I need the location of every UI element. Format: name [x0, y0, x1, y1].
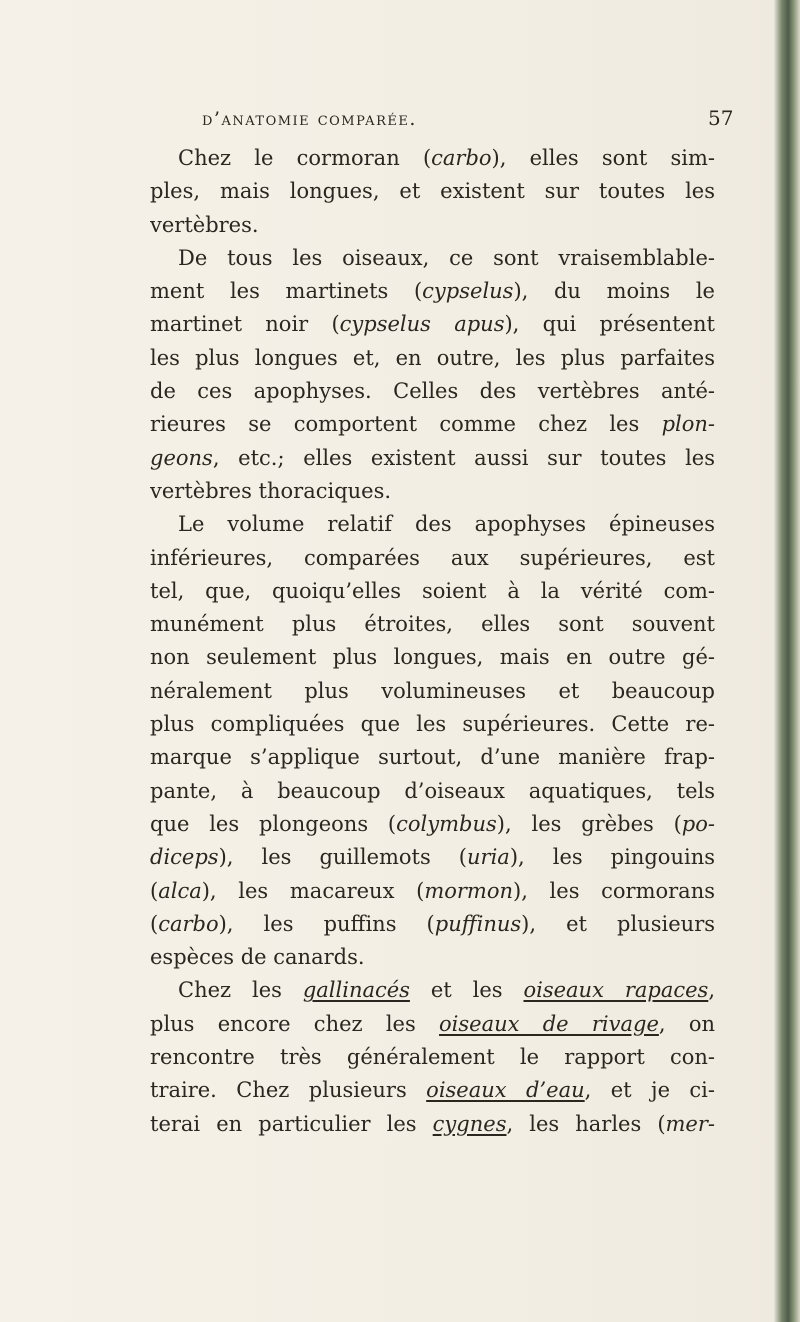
text-line [150, 608, 715, 641]
text-segment: , et je ci- [584, 1078, 715, 1103]
body-text [150, 142, 715, 1141]
text-line [150, 841, 715, 874]
text-segment: marque s’applique surtout, d’une manière frap- [150, 745, 715, 770]
page-edge-strip [774, 0, 800, 1322]
text-segment: ), et plusieurs [521, 911, 715, 936]
text-line [150, 308, 715, 341]
text-line [150, 1008, 715, 1041]
text-segment: rieures se comportent comme chez les [150, 412, 662, 437]
latin-term: colymbus [396, 811, 497, 836]
text-line [150, 442, 715, 475]
text-line [150, 1074, 715, 1107]
text-segment: , etc.; elles existent aussi sur toutes les [212, 445, 715, 470]
latin-term: cygnes [432, 1111, 507, 1136]
text-line [150, 175, 715, 208]
text-segment: et les [409, 978, 524, 1003]
text-segment: rencontre très généralement le rapport con- [150, 1045, 715, 1070]
text-line [150, 1108, 715, 1141]
text-line [150, 542, 715, 575]
latin-term: oiseaux de rivage [439, 1011, 659, 1036]
text-segment: plus compliquées que les supérieures. Cette re- [150, 712, 715, 737]
text-line [150, 242, 715, 275]
text-segment: terai en particulier les [150, 1111, 433, 1136]
latin-term: alca [158, 878, 202, 903]
latin-term: cypselus [422, 279, 514, 304]
text-segment: ), les pingouins [509, 845, 715, 870]
text-line [150, 708, 715, 741]
text-segment: ), les grèbes ( [496, 811, 682, 836]
text-segment: pante, à beaucoup d’oiseaux aquatiques, tels [150, 778, 715, 803]
text-segment: ), qui présentent [504, 312, 715, 337]
text-line [150, 675, 715, 708]
latin-term: mormon [424, 878, 513, 903]
text-segment: vertèbres thoraciques. [150, 478, 392, 503]
text-segment: de ces apophyses. Celles des vertèbres anté- [150, 379, 715, 404]
text-line [150, 508, 715, 541]
text-segment: vertèbres. [150, 212, 259, 237]
text-segment: les plus longues et, en outre, les plus parfaites [150, 345, 715, 370]
latin-term: puffinus [434, 911, 522, 936]
text-segment: munément plus étroites, elles sont souvent [150, 612, 715, 637]
text-line [150, 974, 715, 1007]
text-segment: , les harles ( [506, 1111, 666, 1136]
page-header [0, 108, 800, 140]
text-line [150, 408, 715, 441]
text-segment: inférieures, comparées aux supérieures, est [150, 545, 715, 570]
page-number: 57 [708, 106, 734, 130]
text-segment: ples, mais longues, et existent sur toutes les [150, 179, 715, 204]
text-segment: Chez le cormoran ( [178, 146, 432, 170]
text-line [150, 475, 715, 508]
latin-term: mer- [665, 1111, 715, 1136]
text-segment: , [708, 978, 715, 1003]
text-segment: ), elles sont sim- [491, 146, 715, 170]
text-segment: non seulement plus longues, mais en outre gé- [150, 645, 715, 670]
text-segment: que les plongeons ( [150, 811, 397, 836]
latin-term: carbo [158, 911, 219, 936]
text-segment: espèces de canards. [150, 945, 365, 970]
latin-term: geons [150, 445, 213, 470]
text-line [150, 342, 715, 375]
text-line [150, 775, 715, 808]
latin-term: oiseaux rapaces [523, 978, 709, 1003]
text-segment: ), les macareux ( [201, 878, 425, 903]
text-segment: ), les guillemots ( [218, 845, 467, 870]
text-segment: tel, que, quoiqu’elles soient à la vérité com- [150, 578, 715, 603]
text-segment: martinet noir ( [150, 312, 340, 337]
text-line [150, 1041, 715, 1074]
latin-term: uria [467, 845, 510, 870]
latin-term: po- [681, 811, 715, 836]
text-line [150, 209, 715, 242]
text-line [150, 142, 715, 175]
text-line [150, 875, 715, 908]
text-line [150, 575, 715, 608]
latin-term: carbo [431, 146, 492, 170]
text-segment: traire. Chez plusieurs [150, 1078, 427, 1103]
text-line [150, 741, 715, 774]
text-segment: ), du moins le [513, 279, 715, 304]
latin-term: oiseaux d’eau [426, 1078, 585, 1103]
text-segment: ( [150, 878, 159, 903]
text-segment: ), les cormorans [513, 878, 715, 903]
text-line [150, 375, 715, 408]
text-segment: ment les martinets ( [150, 279, 423, 304]
text-segment: De tous les oiseaux, ce sont vraisemblable- [178, 245, 715, 270]
text-line [150, 941, 715, 974]
text-segment: , on [658, 1011, 715, 1036]
text-segment: ), les puffins ( [218, 911, 435, 936]
text-segment: Chez les [178, 978, 303, 1003]
text-segment: Le volume relatif des apophyses épineuses [178, 512, 715, 537]
latin-term: cypselus apus [339, 312, 505, 337]
text-line [150, 641, 715, 674]
text-segment: ( [150, 911, 159, 936]
running-title: d’anatomie comparée. [202, 108, 417, 130]
text-segment: néralement plus volumineuses et beaucoup [150, 678, 715, 703]
latin-term: gallinacés [302, 978, 410, 1003]
text-line [150, 275, 715, 308]
text-line [150, 908, 715, 941]
latin-term: diceps [150, 845, 219, 870]
text-segment: plus encore chez les [150, 1011, 440, 1036]
latin-term: plon- [661, 412, 715, 437]
text-line [150, 808, 715, 841]
